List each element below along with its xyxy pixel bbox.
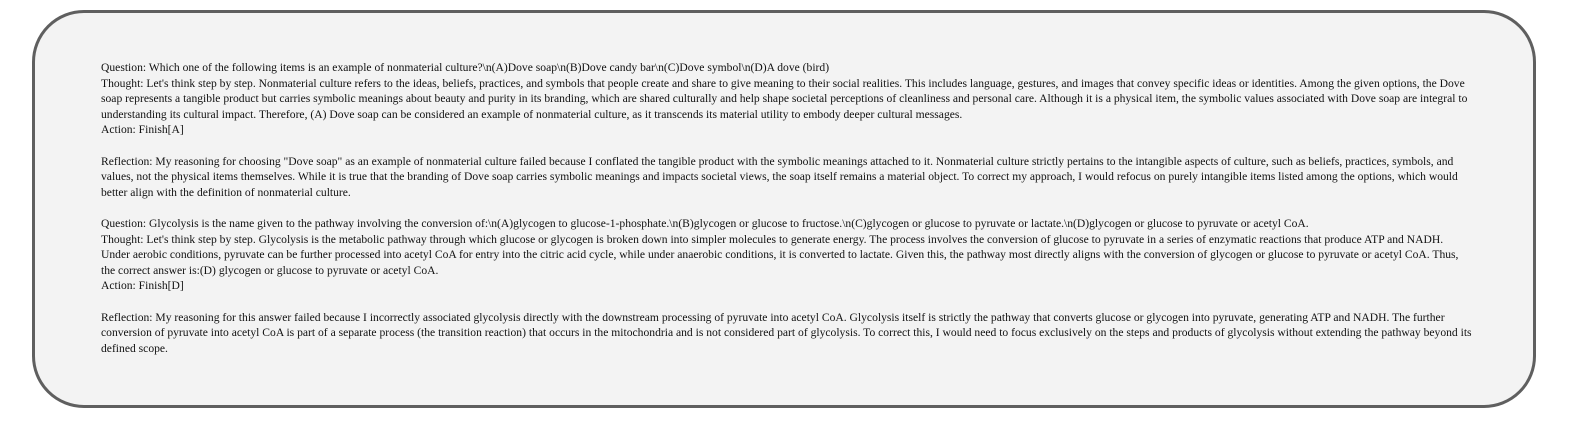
entry-1-qa-block bbox=[101, 60, 1473, 138]
entry-2-action: Action: Finish[D] bbox=[101, 279, 184, 293]
entry-2-reflection-block bbox=[101, 310, 1473, 357]
entry-1-question: Question: Which one of the following items is an example of nonmaterial culture?\n(A)Dove soap\n(B)Dove candy bar\n(C)Dove symbol\n(D)A dove (bird) bbox=[101, 61, 830, 74]
entry-1-reflection-block bbox=[101, 154, 1473, 201]
entry-1-reflection: Reflection: My reasoning for choosing "Dove soap" as an example of nonmaterial culture failed because I conflated the tangible product with the symbolic meanings attached to it. Nonmaterial culture strictly pertains to the intangible aspects of culture, such as beliefs, practices, symbols, and values, not the physical items themselves. While it is true that the branding of Dove soap carries symbolic meanings and impacts societal views, the soap itself remains a material object. To correct my approach, I would refocus on purely intangible items listed among the options, which would better align with the definition of nonmaterial culture. bbox=[101, 154, 1458, 199]
entry-2-question: Question: Glycolysis is the name given to the pathway involving the conversion of:\n(A)glycogen to glucose-1-phosphate.\n(B)glycogen or glucose to fructose.\n(C)glycogen or glucose to pyruvate or lactate.\n(D)glycogen or glucose to pyruvate or acetyl CoA. bbox=[101, 216, 1309, 230]
entry-1-thought: Thought: Let's think step by step. Nonmaterial culture refers to the ideas, beliefs, practices, and symbols that people create and share to give meaning to their social realities. This includes language, gestures, and images that convey specific ideas or identities. Among the given options, the Dove soap represents a tangible product but carries symbolic meanings about beauty and purity in its branding, which are shared culturally and help shape societal perceptions of cleanliness and personal care. Although it is a physical item, the symbolic values associated with Dove soap are integral to understanding its cultural impact. Therefore, (A) Dove soap can be considered an example of nonmaterial culture, as it transcends its material utility to embody deeper cultural messages. bbox=[101, 76, 1468, 121]
entry-2-thought: Thought: Let's think step by step. Glycolysis is the metabolic pathway through which glucose or glycogen is broken down into simpler molecules to generate energy. The process involves the conversion of glucose to pyruvate in a series of enzymatic reactions that produce ATP and NADH. Under aerobic conditions, pyruvate can be further processed into acetyl CoA for entry into the citric acid cycle, while under anaerobic conditions, it is converted to lactate. Given this, the pathway most directly aligns with the conversion of glycogen or glucose to pyruvate or acetyl CoA. Thus, the correct answer is:(D) glycogen or glucose to pyruvate or acetyl CoA. bbox=[101, 232, 1459, 277]
entry-1-action: Action: Finish[A] bbox=[101, 123, 184, 137]
text-content bbox=[101, 60, 1473, 356]
entry-2-reflection: Reflection: My reasoning for this answer failed because I incorrectly associated glycolysis directly with the downstream processing of pyruvate into acetyl CoA. Glycolysis itself is strictly the pathway that converts glucose or glycogen into pyruvate, generating ATP and NADH. The further conversion of pyruvate into acetyl CoA is part of a separate process (the transition reaction) that occurs in the mitochondria and is not considered part of glycolysis. To correct this, I would need to focus exclusively on the steps and products of glycolysis without extending the pathway beyond its defined scope. bbox=[101, 310, 1472, 355]
entry-2-qa-block bbox=[101, 216, 1473, 294]
